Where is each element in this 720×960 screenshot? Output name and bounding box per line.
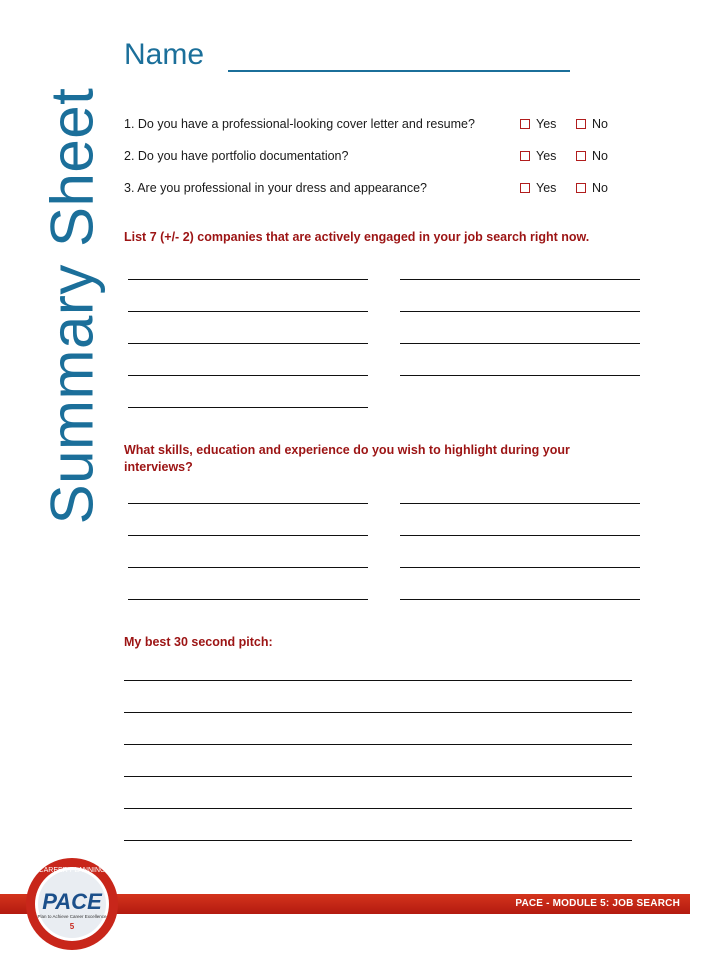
yes-checkbox[interactable] xyxy=(520,149,556,163)
question-text: 3. Are you professional in your dress and appearance? xyxy=(124,181,427,195)
pitch-line[interactable] xyxy=(124,776,632,777)
name-blank-line xyxy=(228,70,570,72)
company-line[interactable] xyxy=(128,311,368,312)
skills-heading: What skills, education and experience do you wish to highlight during your interviews? xyxy=(124,443,570,474)
no-checkbox[interactable] xyxy=(576,181,608,195)
yes-label: Yes xyxy=(536,181,557,195)
company-line[interactable] xyxy=(128,343,368,344)
pitch-line[interactable] xyxy=(124,680,632,681)
company-line[interactable] xyxy=(128,375,368,376)
question-row xyxy=(124,181,644,199)
company-line[interactable] xyxy=(400,343,640,344)
company-line[interactable] xyxy=(128,407,368,408)
company-line[interactable] xyxy=(400,375,640,376)
no-label: No xyxy=(592,149,608,163)
skills-line[interactable] xyxy=(400,599,640,600)
no-label: No xyxy=(592,117,608,131)
logo-tagline: Plan to Achieve Career Excellence xyxy=(37,914,107,919)
skills-line[interactable] xyxy=(400,535,640,536)
skills-line[interactable] xyxy=(128,567,368,568)
no-checkbox[interactable] xyxy=(576,117,608,131)
yes-checkbox[interactable] xyxy=(520,181,556,195)
footer-banner-text: PACE - MODULE 5: JOB SEARCH xyxy=(515,898,680,909)
no-checkbox[interactable] xyxy=(576,149,608,163)
company-line[interactable] xyxy=(400,279,640,280)
question-text: 2. Do you have portfolio documentation? xyxy=(124,149,349,163)
logo-ring-text: CAREER PLANNING xyxy=(38,867,106,874)
checkbox-icon[interactable] xyxy=(520,119,530,129)
checkbox-icon[interactable] xyxy=(576,183,586,193)
yes-label: Yes xyxy=(536,149,557,163)
pace-logo-icon xyxy=(24,856,120,952)
logo-wordmark: PACE xyxy=(42,889,102,914)
company-line[interactable] xyxy=(128,279,368,280)
name-field[interactable] xyxy=(124,38,574,78)
yes-label: Yes xyxy=(536,117,557,131)
pitch-line[interactable] xyxy=(124,712,632,713)
yes-checkbox[interactable] xyxy=(520,117,556,131)
pace-logo xyxy=(24,856,120,952)
skills-line[interactable] xyxy=(128,535,368,536)
companies-heading: List 7 (+/- 2) companies that are actively engaged in your job search right now. xyxy=(124,230,590,244)
checkbox-icon[interactable] xyxy=(576,119,586,129)
skills-line[interactable] xyxy=(128,599,368,600)
checkbox-icon[interactable] xyxy=(520,183,530,193)
no-label: No xyxy=(592,181,608,195)
skills-line[interactable] xyxy=(400,503,640,504)
pitch-line[interactable] xyxy=(124,808,632,809)
pitch-line[interactable] xyxy=(124,744,632,745)
pitch-heading: My best 30 second pitch: xyxy=(124,635,273,649)
pitch-line[interactable] xyxy=(124,840,632,841)
page-side-title: Summary Sheet xyxy=(38,87,106,525)
question-row xyxy=(124,117,644,135)
logo-number: 5 xyxy=(69,922,75,931)
skills-line[interactable] xyxy=(400,567,640,568)
company-line[interactable] xyxy=(400,311,640,312)
skills-line[interactable] xyxy=(128,503,368,504)
question-row xyxy=(124,149,644,167)
checkbox-icon[interactable] xyxy=(576,151,586,161)
checkbox-icon[interactable] xyxy=(520,151,530,161)
question-text: 1. Do you have a professional-looking cover letter and resume? xyxy=(124,117,475,131)
name-label: Name xyxy=(124,38,205,71)
